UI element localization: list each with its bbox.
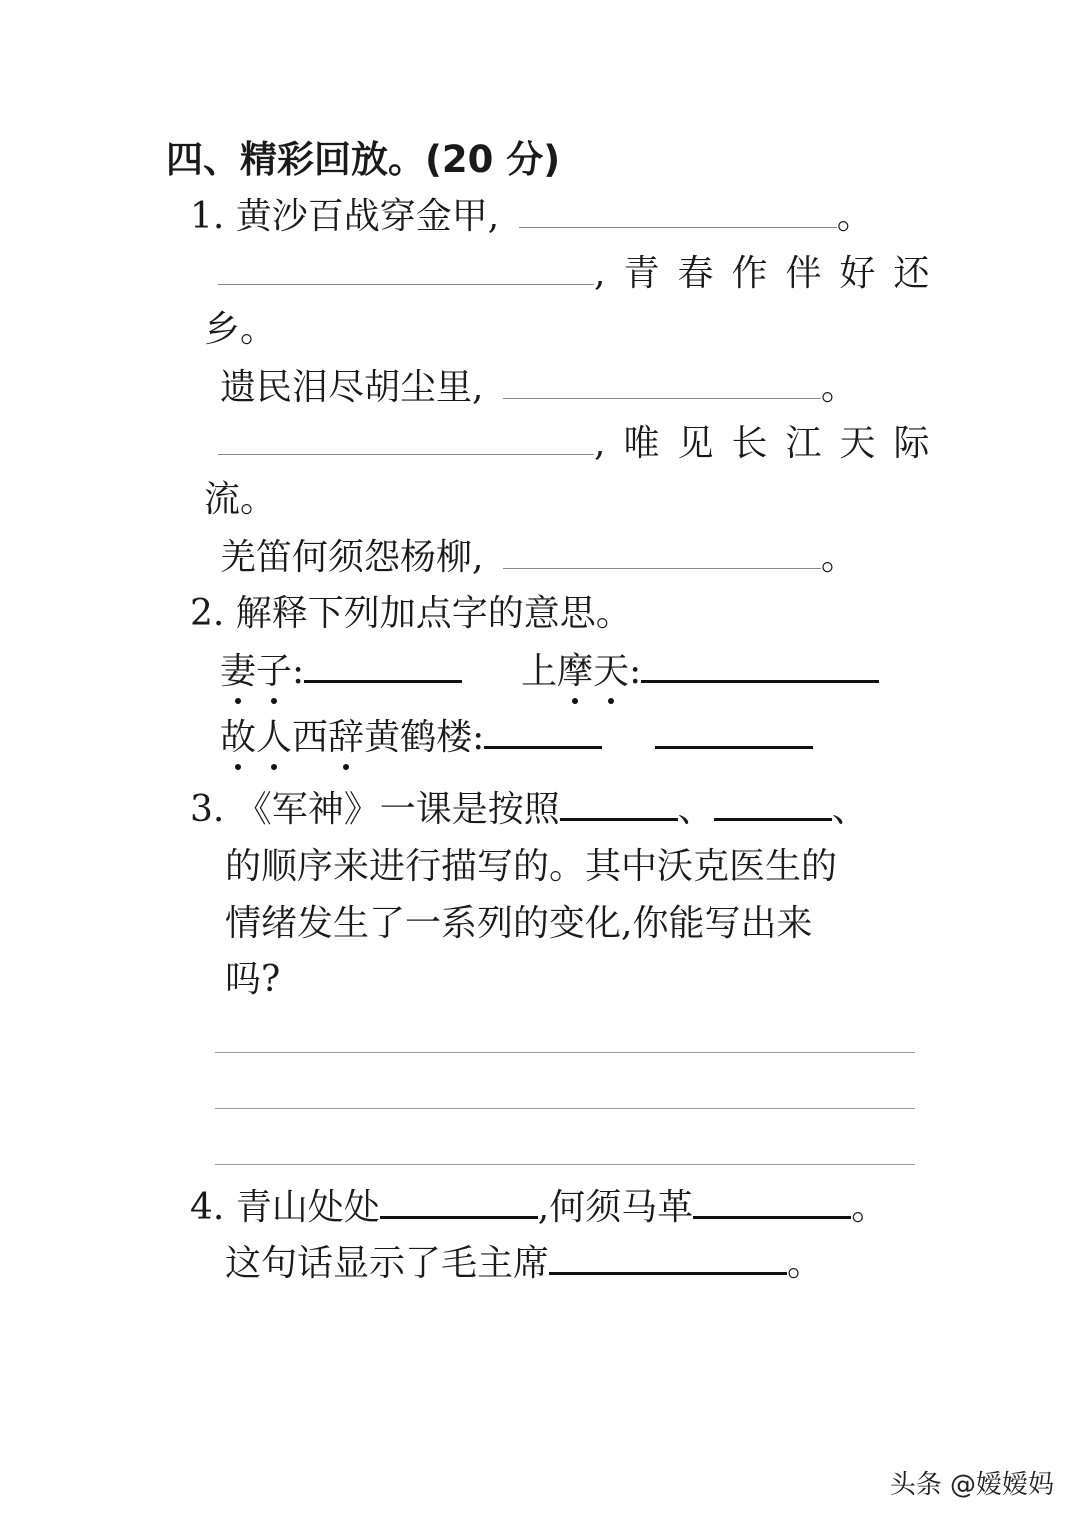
q1-line4-text: 遗民泪尽胡尘里, <box>220 367 484 408</box>
q1-line2-text: ,青春作伴好还 <box>594 253 948 294</box>
q4-blank-1[interactable] <box>380 1186 538 1219</box>
q1-blank-5[interactable] <box>503 538 821 569</box>
q3-line2: 的顺序来进行描写的。其中沃克医生的 <box>225 846 838 887</box>
char: 鹤 <box>400 717 437 758</box>
q1-line6: 流。 <box>204 479 277 520</box>
q4-line2 <box>225 1242 823 1286</box>
q2-prompt: 2. 解释下列加点字的意思。 <box>190 593 632 634</box>
q3-blank-2[interactable] <box>714 788 832 821</box>
q3-sep-2: 、 <box>831 789 868 830</box>
colon: : <box>629 651 642 692</box>
q2-blank-2[interactable] <box>641 650 879 683</box>
char: 楼 <box>436 717 473 758</box>
char: 西 <box>292 717 329 758</box>
q3-line3: 情绪发生了一系列的变化,你能写出来 <box>225 903 813 944</box>
q4-line2-text: 这句话显示了毛主席 <box>225 1243 550 1284</box>
q1-line2 <box>218 252 947 296</box>
colon: : <box>292 651 305 692</box>
q3-line4: 吗? <box>225 959 281 1000</box>
q4-line1-text: 4. 青山处处 <box>190 1187 380 1228</box>
q4-blank-3[interactable] <box>549 1242 787 1275</box>
q1-period-1: 。 <box>836 196 873 237</box>
q1-blank-1[interactable] <box>519 197 837 228</box>
q3-line1-text: 3. 《军神》一课是按照 <box>190 789 560 830</box>
dotted-char: 摩 <box>557 651 594 692</box>
dotted-char: 子 <box>256 651 293 692</box>
q3-sep-1: 、 <box>677 789 714 830</box>
q1-period-3: 。 <box>820 537 857 578</box>
q2-blank-3[interactable] <box>484 716 602 749</box>
dotted-char: 辞 <box>328 717 365 758</box>
q2-blank-1[interactable] <box>304 650 462 683</box>
q1-line5-text: ,唯见长江天际 <box>594 423 948 464</box>
q3-answer-line-2[interactable] <box>215 1108 915 1109</box>
q4-period-2: 。 <box>787 1243 824 1284</box>
q2-blank-4[interactable] <box>655 716 813 749</box>
q1-period-2: 。 <box>820 367 857 408</box>
watermark: 头条 @嫒嫒妈 <box>889 1470 1054 1500</box>
q1-line7 <box>220 536 857 580</box>
q2-row2 <box>220 716 813 760</box>
dotted-char: 天 <box>593 651 630 692</box>
q1-blank-2[interactable] <box>218 254 594 285</box>
q1-line4 <box>220 366 857 410</box>
section-title: 四、精彩回放。(20 分) <box>166 138 561 181</box>
dotted-char: 故 <box>220 717 257 758</box>
q2-row1 <box>220 650 879 694</box>
q1-line1-text: 1. 黄沙百战穿金甲, <box>190 196 500 237</box>
q3-line1 <box>190 788 868 832</box>
char: 上 <box>521 651 558 692</box>
q3-answer-line-1[interactable] <box>215 1052 915 1053</box>
char: 黄 <box>364 717 401 758</box>
q4-blank-2[interactable] <box>693 1186 851 1219</box>
q1-line7-text: 羌笛何须怨杨柳, <box>220 537 484 578</box>
q4-period-1: 。 <box>851 1187 888 1228</box>
q3-blank-1[interactable] <box>560 788 678 821</box>
q3-answer-line-3[interactable] <box>215 1164 915 1165</box>
dotted-char: 妻 <box>220 651 257 692</box>
dotted-char: 人 <box>256 717 293 758</box>
q1-blank-4[interactable] <box>218 424 594 455</box>
q4-line1 <box>190 1186 887 1230</box>
colon: : <box>472 717 485 758</box>
q1-line1 <box>190 195 873 239</box>
q1-line3: 乡。 <box>204 309 277 350</box>
q4-line1-mid: ,何须马革 <box>537 1187 694 1228</box>
q1-line5 <box>218 422 947 466</box>
q1-blank-3[interactable] <box>503 368 821 399</box>
